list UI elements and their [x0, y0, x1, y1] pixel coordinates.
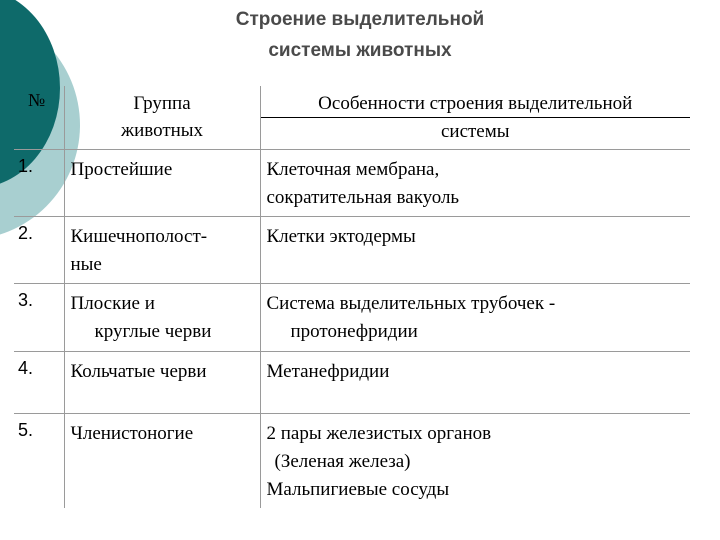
row-features — [260, 149, 690, 216]
row-group — [64, 351, 260, 413]
header-features-line-1: Особенности строения выделительной — [261, 90, 691, 118]
header-number: № — [14, 86, 64, 149]
header-group-line-1: Группа — [133, 93, 191, 114]
row-features — [260, 413, 690, 508]
row-group — [64, 149, 260, 216]
features-text: протонефридии — [290, 320, 418, 342]
features-text: 2 пары железистых органов — [266, 422, 492, 444]
row-group — [64, 216, 260, 283]
features-text: Мальпигиевые сосуды — [266, 478, 450, 500]
title-line-1: Строение выделительной — [235, 9, 485, 30]
row-features — [260, 283, 690, 351]
group-text: Кишечнополост- — [70, 225, 208, 247]
header-features-line-2: системы — [440, 121, 510, 142]
features-text: Система выделительных трубочек - — [266, 292, 556, 314]
row-number: 2. — [14, 216, 64, 283]
excretory-system-table — [14, 86, 690, 508]
group-text: Членистоногие — [70, 422, 194, 444]
group-text: Плоские и — [70, 292, 155, 314]
group-text: Кольчатые черви — [70, 360, 207, 382]
row-number: 1. — [14, 149, 64, 216]
table-row — [14, 149, 690, 216]
features-text: Клеточная мембрана, — [266, 158, 440, 180]
group-text: ные — [70, 253, 102, 275]
header-group — [64, 86, 260, 149]
table-row — [14, 283, 690, 351]
group-text: круглые черви — [94, 320, 212, 342]
features-text: Метанефридии — [266, 360, 390, 382]
row-number: 5. — [14, 413, 64, 508]
group-text: Простейшие — [70, 158, 173, 180]
table-row — [14, 413, 690, 508]
table-row — [14, 216, 690, 283]
features-text: (Зеленая железа) — [274, 450, 411, 472]
header-features — [260, 86, 690, 149]
row-features — [260, 351, 690, 413]
page-title — [170, 4, 550, 66]
row-features — [260, 216, 690, 283]
features-text: Клетки эктодермы — [266, 225, 416, 247]
row-number: 4. — [14, 351, 64, 413]
row-group — [64, 283, 260, 351]
row-group — [64, 413, 260, 508]
table-row — [14, 351, 690, 413]
table-header-row — [14, 86, 690, 149]
row-number: 3. — [14, 283, 64, 351]
features-text: сократительная вакуоль — [266, 186, 460, 208]
header-group-line-2: животных — [120, 120, 204, 141]
title-line-2: системы животных — [268, 40, 452, 61]
